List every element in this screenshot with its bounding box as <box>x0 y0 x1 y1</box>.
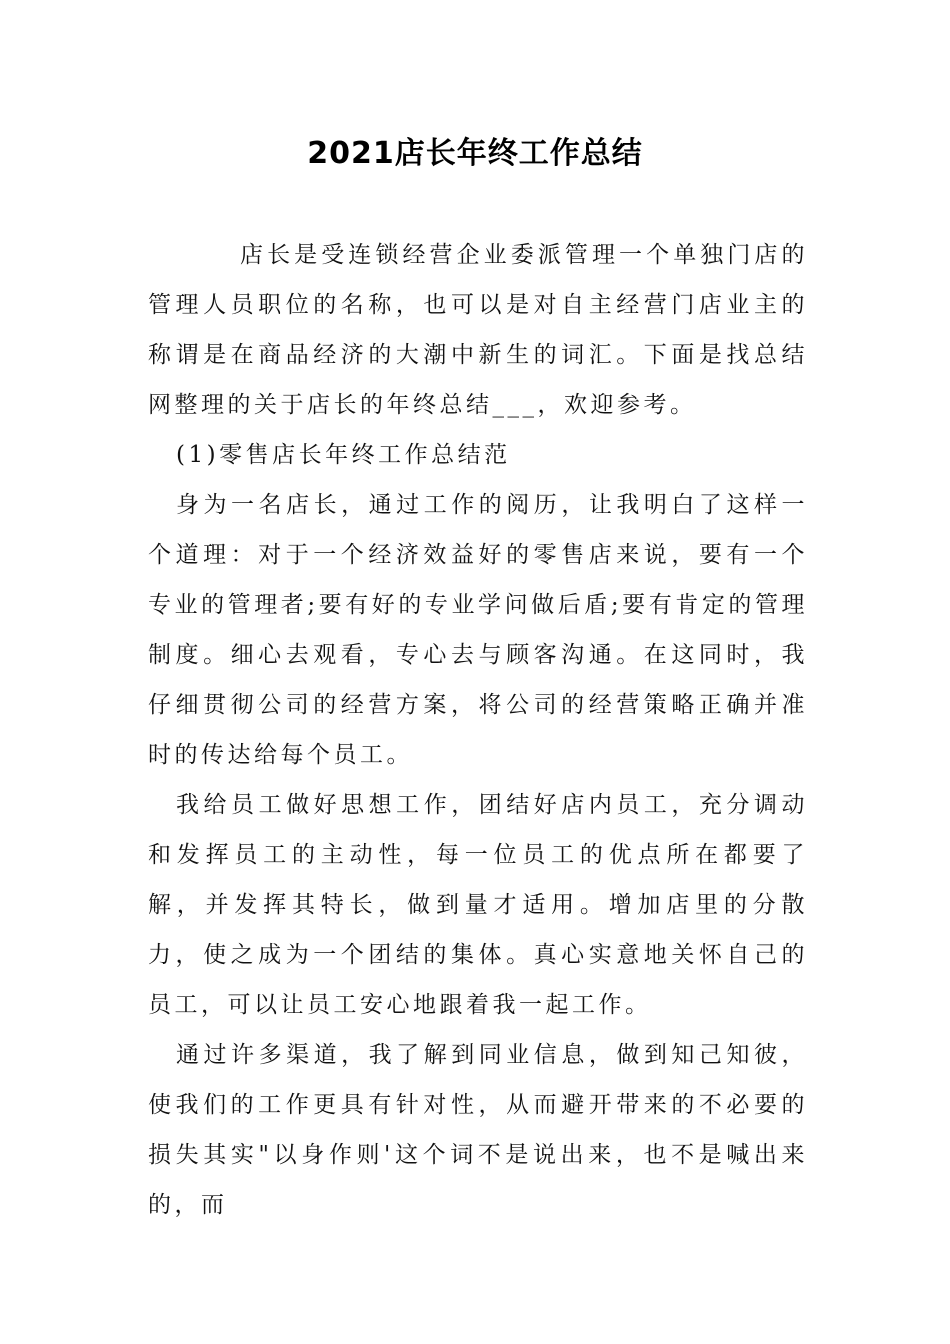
paragraph-2: 我给员工做好思想工作，团结好店内员工，充分调动和发挥员工的主动性，每一位员工的优点所在都要了解，并发挥其特长，做到量才适用。增加店里的分散力，使之成为一个团结的集体。真心实意地关怀自己的员工，可以让员工安心地跟着我一起工作。 <box>148 792 808 1018</box>
document-title: 2021店长年终工作总结 <box>307 136 643 171</box>
paragraph-3: 通过许多渠道，我了解到同业信息，做到知己知彼，使我们的工作更具有针对性，从而避开带来的不必要的损失其实"以身作则'这个词不是说出来，也不是喊出来的，而 <box>148 1042 808 1218</box>
paragraph-intro: 店长是受连锁经营企业委派管理一个单独门店的管理人员职位的名称，也可以是对自主经营门店业主的称谓是在商品经济的大潮中新生的词汇。下面是找总结网整理的关于店长的年终总结___，欢迎参考。 <box>148 242 808 418</box>
section-heading: (1)零售店长年终工作总结范 <box>176 442 511 468</box>
paragraph-1: 身为一名店长，通过工作的阅历，让我明白了这样一个道理：对于一个经济效益好的零售店来说，要有一个专业的管理者;要有好的专业学问做后盾;要有肯定的管理制度。细心去观看，专心去与顾客沟通。在这同时，我仔细贯彻公司的经营方案，将公司的经营策略正确并准时的传达给每个员工。 <box>148 492 808 768</box>
document-body <box>148 230 808 1230</box>
